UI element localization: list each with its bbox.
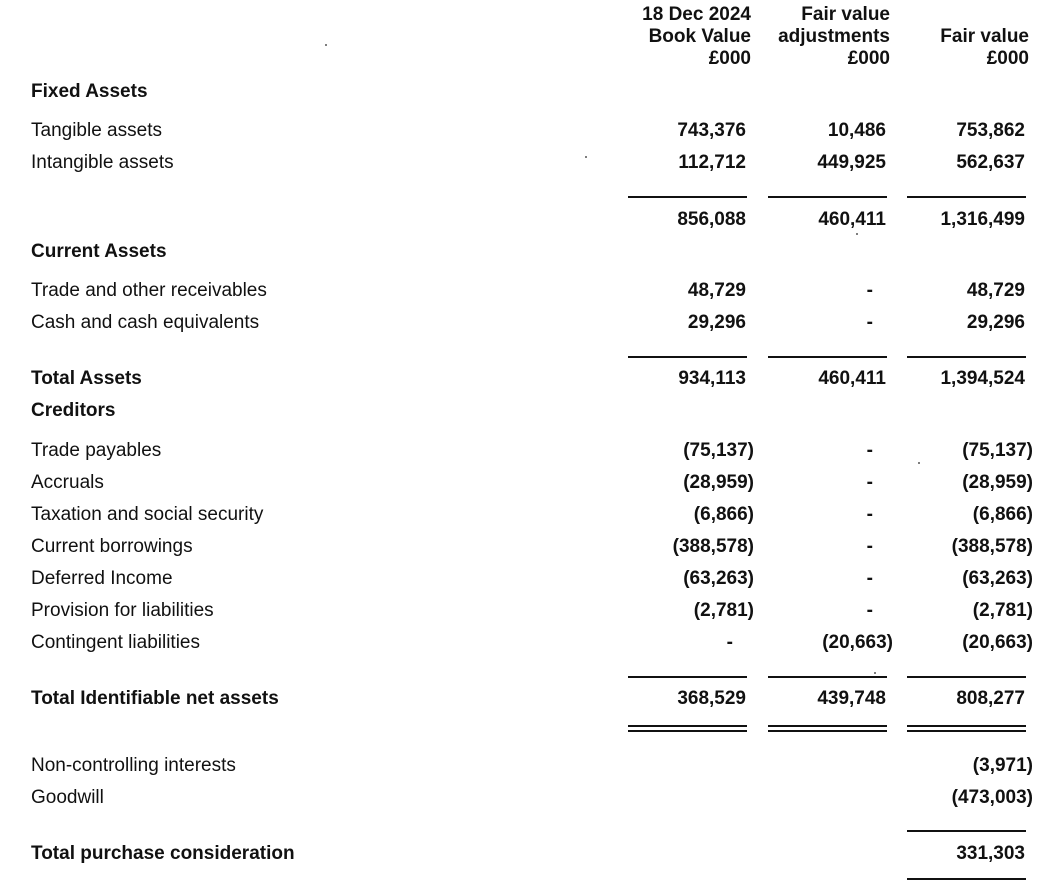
row-label: Goodwill [31,787,104,808]
book-value-cell: 934,113 [678,368,746,389]
fair-value-cell: (63,263) [962,568,1033,589]
table-row [0,785,1042,811]
fair-value-cell: 331,303 [956,843,1025,864]
row-label: Trade payables [31,440,162,461]
header-unit: £000 [847,48,890,69]
row-label: Provision for liabilities [31,600,214,621]
adjustment-cell: - [866,600,873,621]
fair-value-cell: (6,866) [972,504,1033,525]
adjustment-cell: 10,486 [827,120,886,141]
adjustment-cell: 460,411 [818,209,886,230]
subtotal-rule [628,196,747,198]
row-label: Deferred Income [31,568,173,589]
subtotal-row [0,207,1042,233]
subtotal-rule [768,356,887,358]
section-heading: Fixed Assets [31,81,148,102]
header-fair-value-adjustments [778,4,890,70]
total-row [0,366,1042,392]
subtotal-rule [628,356,747,358]
table-row [0,630,1042,656]
table-row [0,310,1042,336]
fair-value-cell: (28,959) [962,472,1033,493]
fair-value-cell: 808,277 [956,688,1025,709]
total-rule [907,878,1026,880]
table-row [0,150,1042,176]
section-heading-row [0,79,1042,105]
book-value-cell: (28,959) [683,472,754,493]
header-label-line: adjustments [778,26,890,47]
scan-speck [325,44,327,46]
header-fair-value [940,26,1029,70]
fair-value-cell: 1,316,499 [940,209,1025,230]
header-date: 18 Dec 2024 [642,4,751,25]
adjustment-cell: - [866,472,873,493]
subtotal-rule [768,676,887,678]
header-book-value-label: Book Value [648,26,751,47]
table-row [0,438,1042,464]
double-rule [907,730,1026,732]
fair-value-cell: (473,003) [951,787,1033,808]
row-label: Tangible assets [31,120,162,141]
book-value-cell: (75,137) [683,440,754,461]
fair-value-cell: 1,394,524 [940,368,1025,389]
table-row [0,502,1042,528]
double-rule [628,725,747,727]
section-heading: Current Assets [31,241,167,262]
book-value-cell: (2,781) [693,600,754,621]
total-row [0,841,1042,867]
book-value-cell: 856,088 [677,209,746,230]
table-row [0,566,1042,592]
subtotal-rule [907,356,1026,358]
row-label: Total purchase consideration [31,843,295,864]
subtotal-rule [907,830,1026,832]
adjustment-cell: - [866,440,873,461]
book-value-cell: 743,376 [677,120,746,141]
table-row [0,534,1042,560]
scan-speck [918,462,920,464]
row-label: Total Assets [31,368,142,389]
fair-value-cell: (75,137) [962,440,1033,461]
double-rule [628,730,747,732]
table-row [0,278,1042,304]
book-value-cell: 368,529 [677,688,746,709]
row-label: Intangible assets [31,152,174,173]
adjustment-cell: - [866,504,873,525]
adjustment-cell: (20,663) [822,632,893,653]
fair-value-cell: 48,729 [966,280,1025,301]
section-heading-row [0,398,1042,424]
fair-value-cell: (2,781) [972,600,1033,621]
table-row [0,753,1042,779]
section-heading-row [0,239,1042,265]
adjustment-cell: - [866,568,873,589]
row-label: Contingent liabilities [31,632,200,653]
book-value-cell: 112,712 [678,152,746,173]
table-row [0,118,1042,144]
adjustment-cell: - [866,280,873,301]
header-label-line: Fair value [940,26,1029,47]
book-value-cell: (63,263) [683,568,754,589]
fair-value-cell: (3,971) [972,755,1033,776]
fair-value-cell: 29,296 [966,312,1025,333]
fair-value-cell: (388,578) [951,536,1033,557]
adjustment-cell: 449,925 [817,152,886,173]
header-unit: £000 [986,48,1029,69]
header-unit: £000 [708,48,751,69]
scan-speck [585,156,587,158]
total-row [0,686,1042,712]
book-value-cell: - [726,632,733,653]
double-rule [768,725,887,727]
row-label: Current borrowings [31,536,193,557]
section-heading: Creditors [31,400,116,421]
table-row [0,598,1042,624]
fair-value-cell: (20,663) [962,632,1033,653]
adjustment-cell: 460,411 [818,368,886,389]
header-label-line: Fair value [801,4,890,25]
fair-value-cell: 753,862 [956,120,1025,141]
subtotal-rule [907,676,1026,678]
table-row [0,470,1042,496]
adjustment-cell: - [866,312,873,333]
adjustment-cell: - [866,536,873,557]
scan-speck [874,672,876,674]
subtotal-rule [628,676,747,678]
row-label: Accruals [31,472,104,493]
book-value-cell: 48,729 [687,280,746,301]
book-value-cell: (6,866) [693,504,754,525]
scan-speck [856,233,858,235]
adjustment-cell: 439,748 [817,688,886,709]
book-value-cell: 29,296 [687,312,746,333]
row-label: Non-controlling interests [31,755,236,776]
double-rule [907,725,1026,727]
header-book-value [642,4,751,70]
double-rule [768,730,887,732]
row-label: Trade and other receivables [31,280,267,301]
fair-value-cell: 562,637 [956,152,1025,173]
row-label: Total Identifiable net assets [31,688,279,709]
subtotal-rule [907,196,1026,198]
row-label: Taxation and social security [31,504,264,525]
row-label: Cash and cash equivalents [31,312,260,333]
subtotal-rule [768,196,887,198]
book-value-cell: (388,578) [672,536,754,557]
